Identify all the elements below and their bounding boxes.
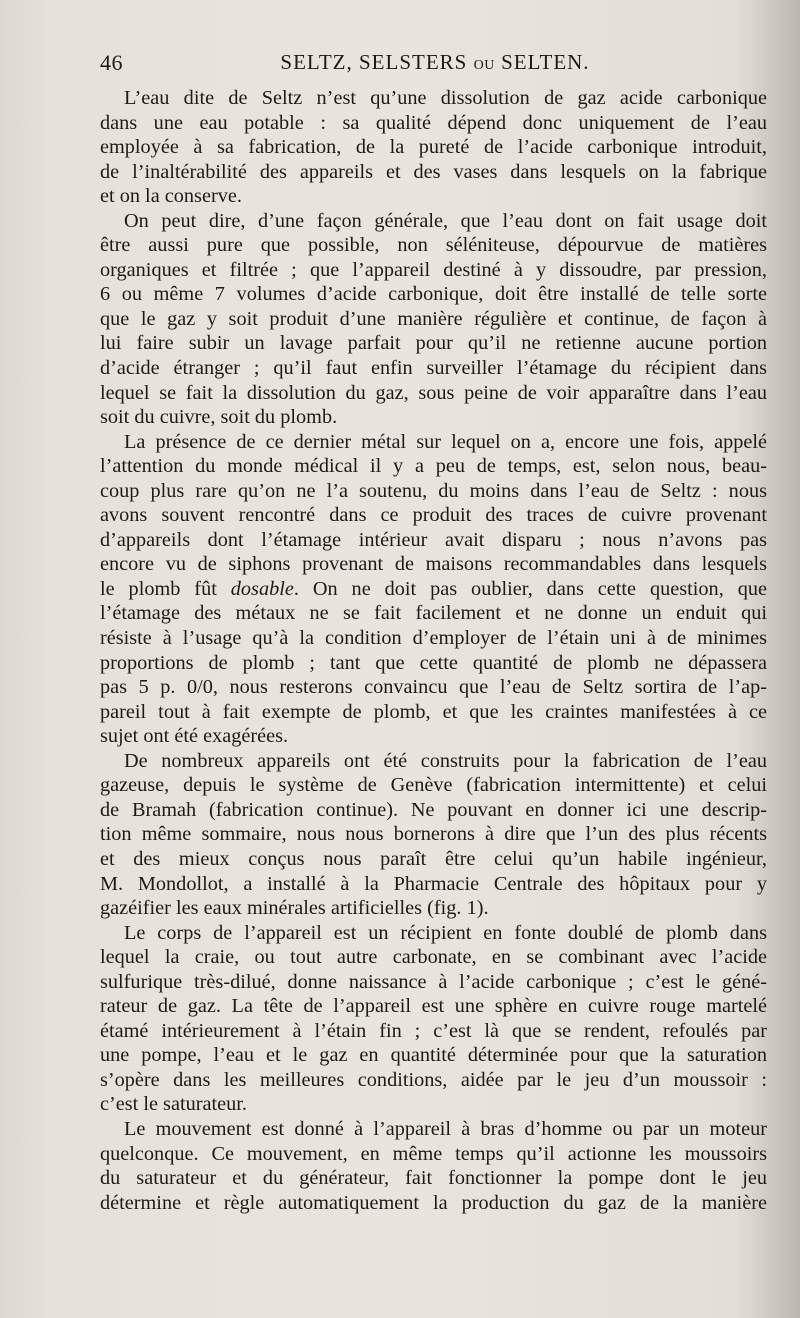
page-header — [100, 46, 770, 82]
text-line: rateur de gaz. La tête de l’appareil est une sphère en cuivre rouge martelé — [100, 995, 767, 1018]
text-line — [100, 577, 767, 602]
text-line: résiste à l’usage qu’à la condition d’employer de l’étain uni à de minimes — [100, 627, 767, 650]
text-line: lequel la craie, ou tout autre carbonate, en se combinant avec l’acide — [100, 946, 767, 969]
text-line: proportions de plomb ; tant que cette quantité de plomb ne dépassera — [100, 651, 767, 674]
text-line: étamé intérieurement à l’étain fin ; c’est là que se rendent, refoulés par — [100, 1019, 767, 1042]
text-line: l’étamage des métaux ne se fait facilement et ne donne un enduit qui — [100, 602, 767, 625]
text-line: dans une eau potable : sa qualité dépend donc uniquement de l’eau — [100, 111, 767, 134]
text-run: . On ne doit pas oublier, dans cette question, que — [293, 577, 767, 600]
text-line: M. Mondollot, a installé à la Pharmacie Centrale des hôpitaux pour y — [100, 872, 767, 895]
paragraph-6 — [100, 1117, 767, 1215]
text-line: l’attention du monde médical il y a peu de temps, est, selon nous, beau- — [100, 455, 767, 478]
text-line: De nombreux appareils ont été construits pour la fabrication de l’eau — [124, 749, 767, 772]
text-line: sujet ont été exagérées. — [100, 725, 289, 748]
text-line: pas 5 p. 0/0, nous resterons convaincu que l’eau de Seltz sortira de l’ap- — [100, 676, 767, 699]
text-line: La présence de ce dernier métal sur lequel on a, encore une fois, appelé — [124, 430, 767, 453]
text-run: le plomb fût — [100, 577, 231, 600]
emphasized-word: dosable — [230, 577, 294, 600]
page-number: 46 — [100, 50, 123, 75]
paragraph-1 — [100, 86, 767, 209]
paragraph-4 — [100, 749, 767, 921]
text-line: c’est le saturateur. — [100, 1093, 247, 1116]
text-line: et des mieux conçus nous paraît être celui qu’un habile ingénieur, — [100, 847, 767, 870]
running-head-title-a: SELTZ, SELSTERS — [280, 50, 468, 74]
text-line: d’acide étranger ; qu’il faut enfin surveiller l’étamage du récipient dans — [100, 357, 767, 380]
text-line: du saturateur et du générateur, fait fonctionner la pompe dont le jeu — [100, 1167, 767, 1190]
running-head — [100, 50, 770, 75]
running-head-title-b: SELTEN. — [501, 50, 590, 74]
text-line: organiques et filtrée ; que l’appareil destiné à y dissoudre, par pression, — [100, 258, 767, 281]
text-line: une pompe, l’eau et le gaz en quantité déterminée pour que la saturation — [100, 1044, 767, 1067]
paragraph-3 — [100, 430, 767, 749]
running-head-conjunction: OU — [473, 58, 495, 73]
text-line: être aussi pure que possible, non séléniteuse, dépourvue de matières — [100, 234, 767, 257]
text-line: de l’inaltérabilité des appareils et des vases dans lesquels on la fabrique — [100, 160, 767, 183]
text-line: 6 ou même 7 volumes d’acide carbonique, doit être installé de telle sorte — [100, 283, 767, 306]
body-text — [100, 86, 767, 1215]
text-line: que le gaz y soit produit d’une manière régulière et continue, de façon à — [100, 307, 767, 330]
text-line: d’appareils dont l’étamage intérieur avait disparu ; nous n’avons pas — [100, 528, 767, 551]
text-line: quelconque. Ce mouvement, en même temps qu’il actionne les moussoirs — [100, 1142, 767, 1165]
text-line: On peut dire, d’une façon générale, que l’eau dont on fait usage doit — [124, 209, 767, 232]
text-line: et on la conserve. — [100, 185, 242, 208]
text-line: pareil tout à fait exempte de plomb, et que les craintes manifestées à ce — [100, 700, 767, 723]
text-line: Le corps de l’appareil est un récipient en fonte doublé de plomb dans — [124, 921, 767, 944]
text-line: sulfurique très-dilué, donne naissance à l’acide carbonique ; c’est le géné- — [100, 970, 767, 993]
text-line: soit du cuivre, soit du plomb. — [100, 406, 338, 429]
text-line: avons souvent rencontré dans ce produit des traces de cuivre provenant — [100, 504, 767, 527]
text-line: lequel se fait la dissolution du gaz, sous peine de voir apparaître dans l’eau — [100, 381, 767, 404]
text-line: lui faire subir un lavage parfait pour qu’il ne retienne aucune portion — [100, 332, 767, 355]
paragraph-2 — [100, 209, 767, 430]
text-line: encore vu de siphons provenant de maisons recommandables dans lesquels — [100, 553, 767, 576]
text-line: s’opère dans les meilleures conditions, aidée par le jeu d’un moussoir : — [100, 1068, 767, 1091]
text-line: détermine et règle automatiquement la production du gaz de la manière — [100, 1191, 767, 1214]
text-line: gazeuse, depuis le système de Genève (fabrication intermittente) et celui — [100, 774, 767, 797]
text-line: L’eau dite de Seltz n’est qu’une dissolution de gaz acide carbonique — [124, 87, 767, 109]
paragraph-5 — [100, 921, 767, 1117]
text-line: employée à sa fabrication, de la pureté de l’acide carbonique introduit, — [100, 136, 767, 159]
text-line: tion même sommaire, nous nous bornerons à dire que l’un des plus récents — [100, 823, 767, 846]
text-line: coup plus rare qu’on ne l’a soutenu, du moins dans l’eau de Seltz : nous — [100, 479, 767, 502]
text-line: de Bramah (fabrication continue). Ne pouvant en donner ici une descrip- — [100, 798, 767, 821]
text-line: gazéifier les eaux minérales artificielles (fig. 1). — [100, 897, 489, 920]
text-line: Le mouvement est donné à l’appareil à bras d’homme ou par un moteur — [124, 1117, 767, 1140]
